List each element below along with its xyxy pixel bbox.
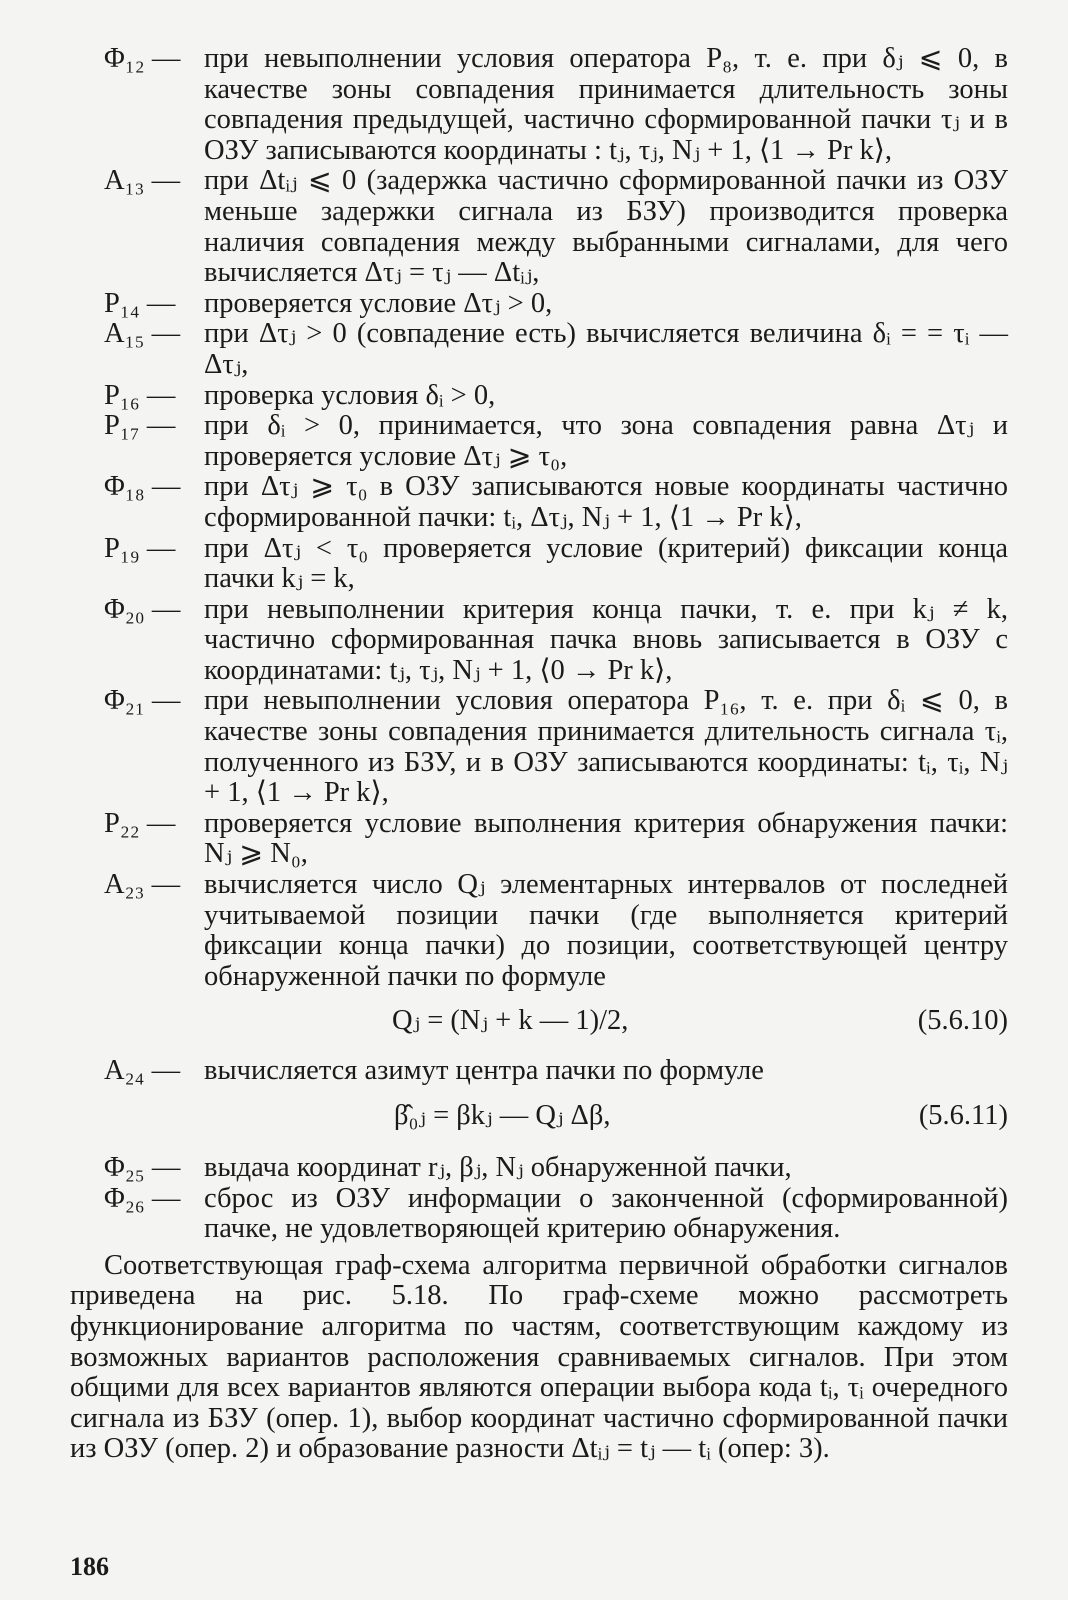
definition-item bbox=[104, 1153, 1008, 1184]
operator-text: проверка условия δᵢ > 0, bbox=[204, 379, 496, 411]
equation-5-6-11 bbox=[104, 1087, 1008, 1145]
definition-item bbox=[104, 381, 1008, 412]
operator-text: проверяется условие выполнения критерия обнаружения пачки: Nⱼ ⩾ N₀, bbox=[204, 807, 1008, 870]
definition-item bbox=[104, 166, 1008, 288]
definition-item bbox=[104, 809, 1008, 870]
operator-label: Φ₂₀ — bbox=[104, 593, 181, 625]
operator-label: Φ₂₆ — bbox=[104, 1182, 181, 1214]
operator-text: при невыполнении критерия конца пачки, т. е. при kⱼ ≠ k, частично сформированная пачка вновь записывается в ОЗУ с координатами: tⱼ, τⱼ, Nⱼ + 1, ⟨0 → Pr k⟩, bbox=[204, 593, 1008, 686]
operator-label: P₁₇ — bbox=[104, 410, 176, 442]
operator-text: проверяется условие Δτⱼ > 0, bbox=[204, 287, 553, 319]
definition-item bbox=[104, 870, 1008, 992]
equation-5-6-10 bbox=[104, 992, 1008, 1050]
operator-label: A₁₃ — bbox=[104, 165, 181, 197]
operator-text: вычисляется азимут центра пачки по формуле bbox=[204, 1055, 764, 1087]
page-number: 186 bbox=[70, 1552, 109, 1581]
definitions-list bbox=[104, 44, 1008, 992]
operator-text: при невыполнении условия оператора P₁₆, т. е. при δᵢ ⩽ 0, в качестве зоны совпадения принимается длительность сигнала τᵢ, полученного из БЗУ, и в ОЗУ записываются координаты: tᵢ, τᵢ, Nⱼ + 1, ⟨1 → Pr k⟩, bbox=[204, 685, 1008, 809]
definition-item bbox=[104, 595, 1008, 687]
operator-label: P₁₉ — bbox=[104, 532, 176, 564]
operator-text: при Δτⱼ ⩾ τ₀ в ОЗУ записываются новые координаты частично сформированной пачки: tᵢ, Δτⱼ, Nⱼ + 1, ⟨1 → Pr k⟩, bbox=[204, 471, 1008, 533]
operator-label: Φ₁₈ — bbox=[104, 471, 181, 503]
definition-item bbox=[104, 472, 1008, 533]
definition-item bbox=[104, 1056, 1008, 1087]
operator-label: A₂₄ — bbox=[104, 1055, 181, 1087]
definition-item bbox=[104, 1184, 1008, 1245]
definition-item bbox=[104, 686, 1008, 808]
equation-formula: β̂₀ⱼ = βkⱼ — Qⱼ Δβ, bbox=[394, 1100, 611, 1131]
operator-label: Φ₂₅ — bbox=[104, 1152, 181, 1183]
operator-label: P₂₂ — bbox=[104, 807, 176, 839]
operator-label: Φ₁₂ — bbox=[104, 43, 181, 74]
equation-formula: Qⱼ = (Nⱼ + k — 1)/2, bbox=[392, 1005, 629, 1037]
definition-item bbox=[104, 319, 1008, 380]
operator-label: A₁₅ — bbox=[104, 318, 181, 350]
definition-item bbox=[104, 44, 1008, 166]
equation-number: (5.6.10) bbox=[917, 1005, 1008, 1037]
operator-text: выдача координат rⱼ, βⱼ, Nⱼ обнаруженной пачки, bbox=[204, 1152, 792, 1183]
operator-text: при Δτⱼ < τ₀ проверяется условие (критерий) фиксации конца пачки kⱼ = k, bbox=[204, 532, 1008, 595]
operator-text: сброс из ОЗУ информации о законченной (сформированной) пачке, не удовлетворяющей критерию обнаружения. bbox=[204, 1182, 1008, 1245]
operator-label: P₁₄ — bbox=[104, 287, 176, 319]
operator-text: вычисляется число Qⱼ элементарных интервалов от последней учитываемой позиции пачки (где выполняется критерий фиксации конца пачки) до позиции, соответствующей центру обнаруженной пачки по формуле bbox=[204, 869, 1008, 992]
definition-item bbox=[104, 411, 1008, 472]
operator-label: P₁₆ — bbox=[104, 379, 176, 411]
definitions-list-2 bbox=[104, 1153, 1008, 1245]
operator-label: Φ₂₁ — bbox=[104, 685, 181, 717]
definition-item bbox=[104, 534, 1008, 595]
operator-label: A₂₃ — bbox=[104, 869, 181, 901]
operator-text: при Δtᵢⱼ ⩽ 0 (задержка частично сформированной пачки из ОЗУ меньше задержки сигнала из БЗУ) производится проверка наличия совпадения между выбранными сигналами, для чего вычисляется Δτⱼ = τⱼ — Δtᵢⱼ, bbox=[204, 165, 1008, 289]
definition-item bbox=[104, 289, 1008, 320]
body-paragraph: Соответствующая граф-схема алгоритма первичной обработки сигналов приведена на рис. 5.18. По граф-схеме можно рассмотреть функционирование алгоритма по частям, соответствующим каждому из возможных вариантов расположения сравниваемых сигналов. При этом общими для всех вариантов являются операции выбора кода tᵢ, τᵢ очередного сигнала из БЗУ (опер. 1), выбор координат частично сформированной пачки из ОЗУ (опер. 2) и образование разности Δtᵢⱼ = tⱼ — tᵢ (опер: 3). bbox=[70, 1249, 1008, 1465]
operator-text: при невыполнении условия оператора P₈, т. е. при δⱼ ⩽ 0, в качестве зоны совпадения принимается длительность зоны совпадения предыдущей, частично сформированной пачки τⱼ и в ОЗУ записываются координаты : tⱼ, τⱼ, Nⱼ + 1, ⟨1 → Pr k⟩, bbox=[204, 43, 1008, 166]
operator-text: при δᵢ > 0, принимается, что зона совпадения равна Δτⱼ и проверяется условие Δτⱼ ⩾ τ₀, bbox=[204, 410, 1008, 472]
equation-number: (5.6.11) bbox=[918, 1100, 1008, 1131]
operator-text: при Δτⱼ > 0 (совпадение есть) вычисляется величина δᵢ = = τᵢ — Δτⱼ, bbox=[204, 318, 1008, 380]
